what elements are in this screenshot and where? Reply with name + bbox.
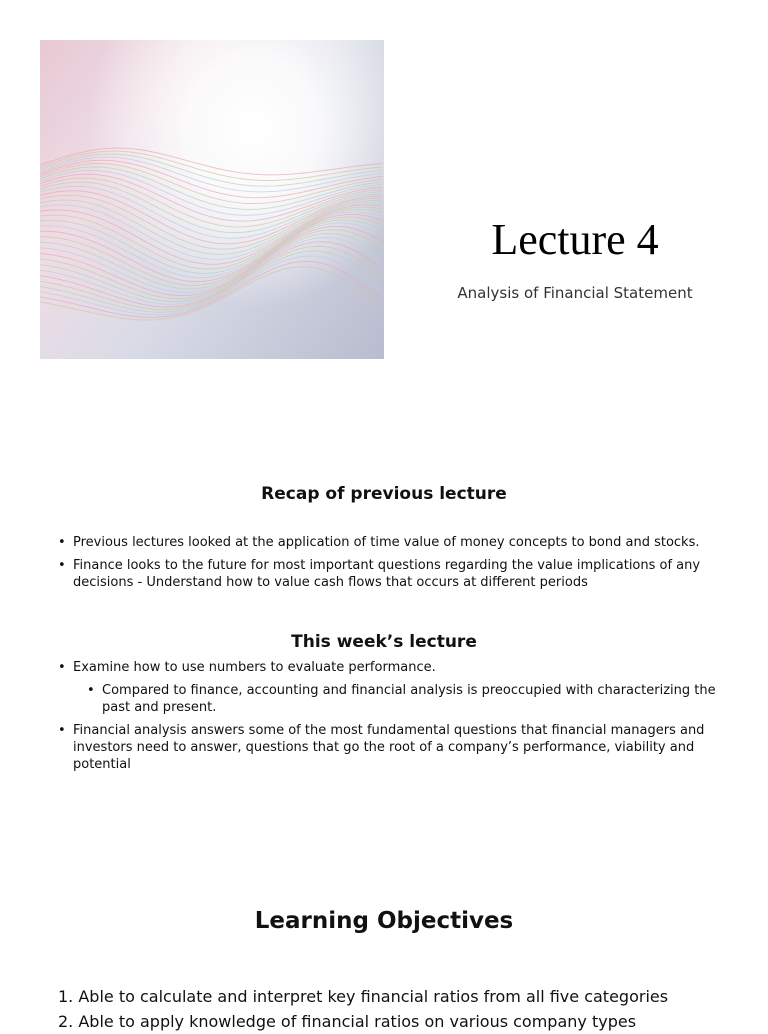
recap-bullet-list (58, 534, 718, 597)
objective-item: 2. Able to apply knowledge of financial ratios on various company types (58, 1012, 637, 1031)
objectives-list (58, 984, 748, 1034)
wave-line (40, 226, 382, 295)
objectives-heading: Learning Objectives (254, 908, 514, 934)
wave-line (40, 203, 382, 260)
recap-slide (0, 440, 768, 820)
objectives-slide (0, 860, 768, 1031)
wave-line (40, 217, 382, 285)
wave-line (40, 261, 382, 317)
slide-subtitle: Analysis of Financial Statement (457, 284, 693, 302)
week-bullet: • Examine how to use numbers to evaluate performance. (58, 659, 718, 676)
week-sub-bullet: • Compared to finance, accounting and financial analysis is preoccupied with characterizing the past and present. (87, 682, 718, 716)
wave-line (40, 182, 382, 233)
recap-bullet: • Finance looks to the future for most important questions regarding the value implications of any decisions - Understand how to value cash flows that occurs at different periods (58, 557, 718, 591)
objective-item: 1. Able to calculate and interpret key financial ratios from all five categories (58, 987, 669, 1006)
recap-bullet: • Previous lectures looked at the application of time value of money concepts to bond and stocks. (58, 534, 718, 551)
wave-line (40, 234, 382, 302)
slide-title: Lecture 4 (491, 215, 659, 264)
wave-line (40, 242, 382, 307)
wave-line (40, 256, 382, 315)
week-bullet-list (58, 659, 718, 779)
title-slide (0, 0, 768, 420)
recap-heading: Recap of previous lecture (261, 484, 507, 504)
abstract-wave-image (40, 40, 384, 359)
week-heading: This week’s lecture (291, 632, 477, 652)
wave-lines-graphic (40, 40, 384, 359)
week-bullet: • Financial analysis answers some of the most fundamental questions that financial managers and investors need to answer, questions that go the root of a company’s performance, viability and potential (58, 722, 718, 773)
